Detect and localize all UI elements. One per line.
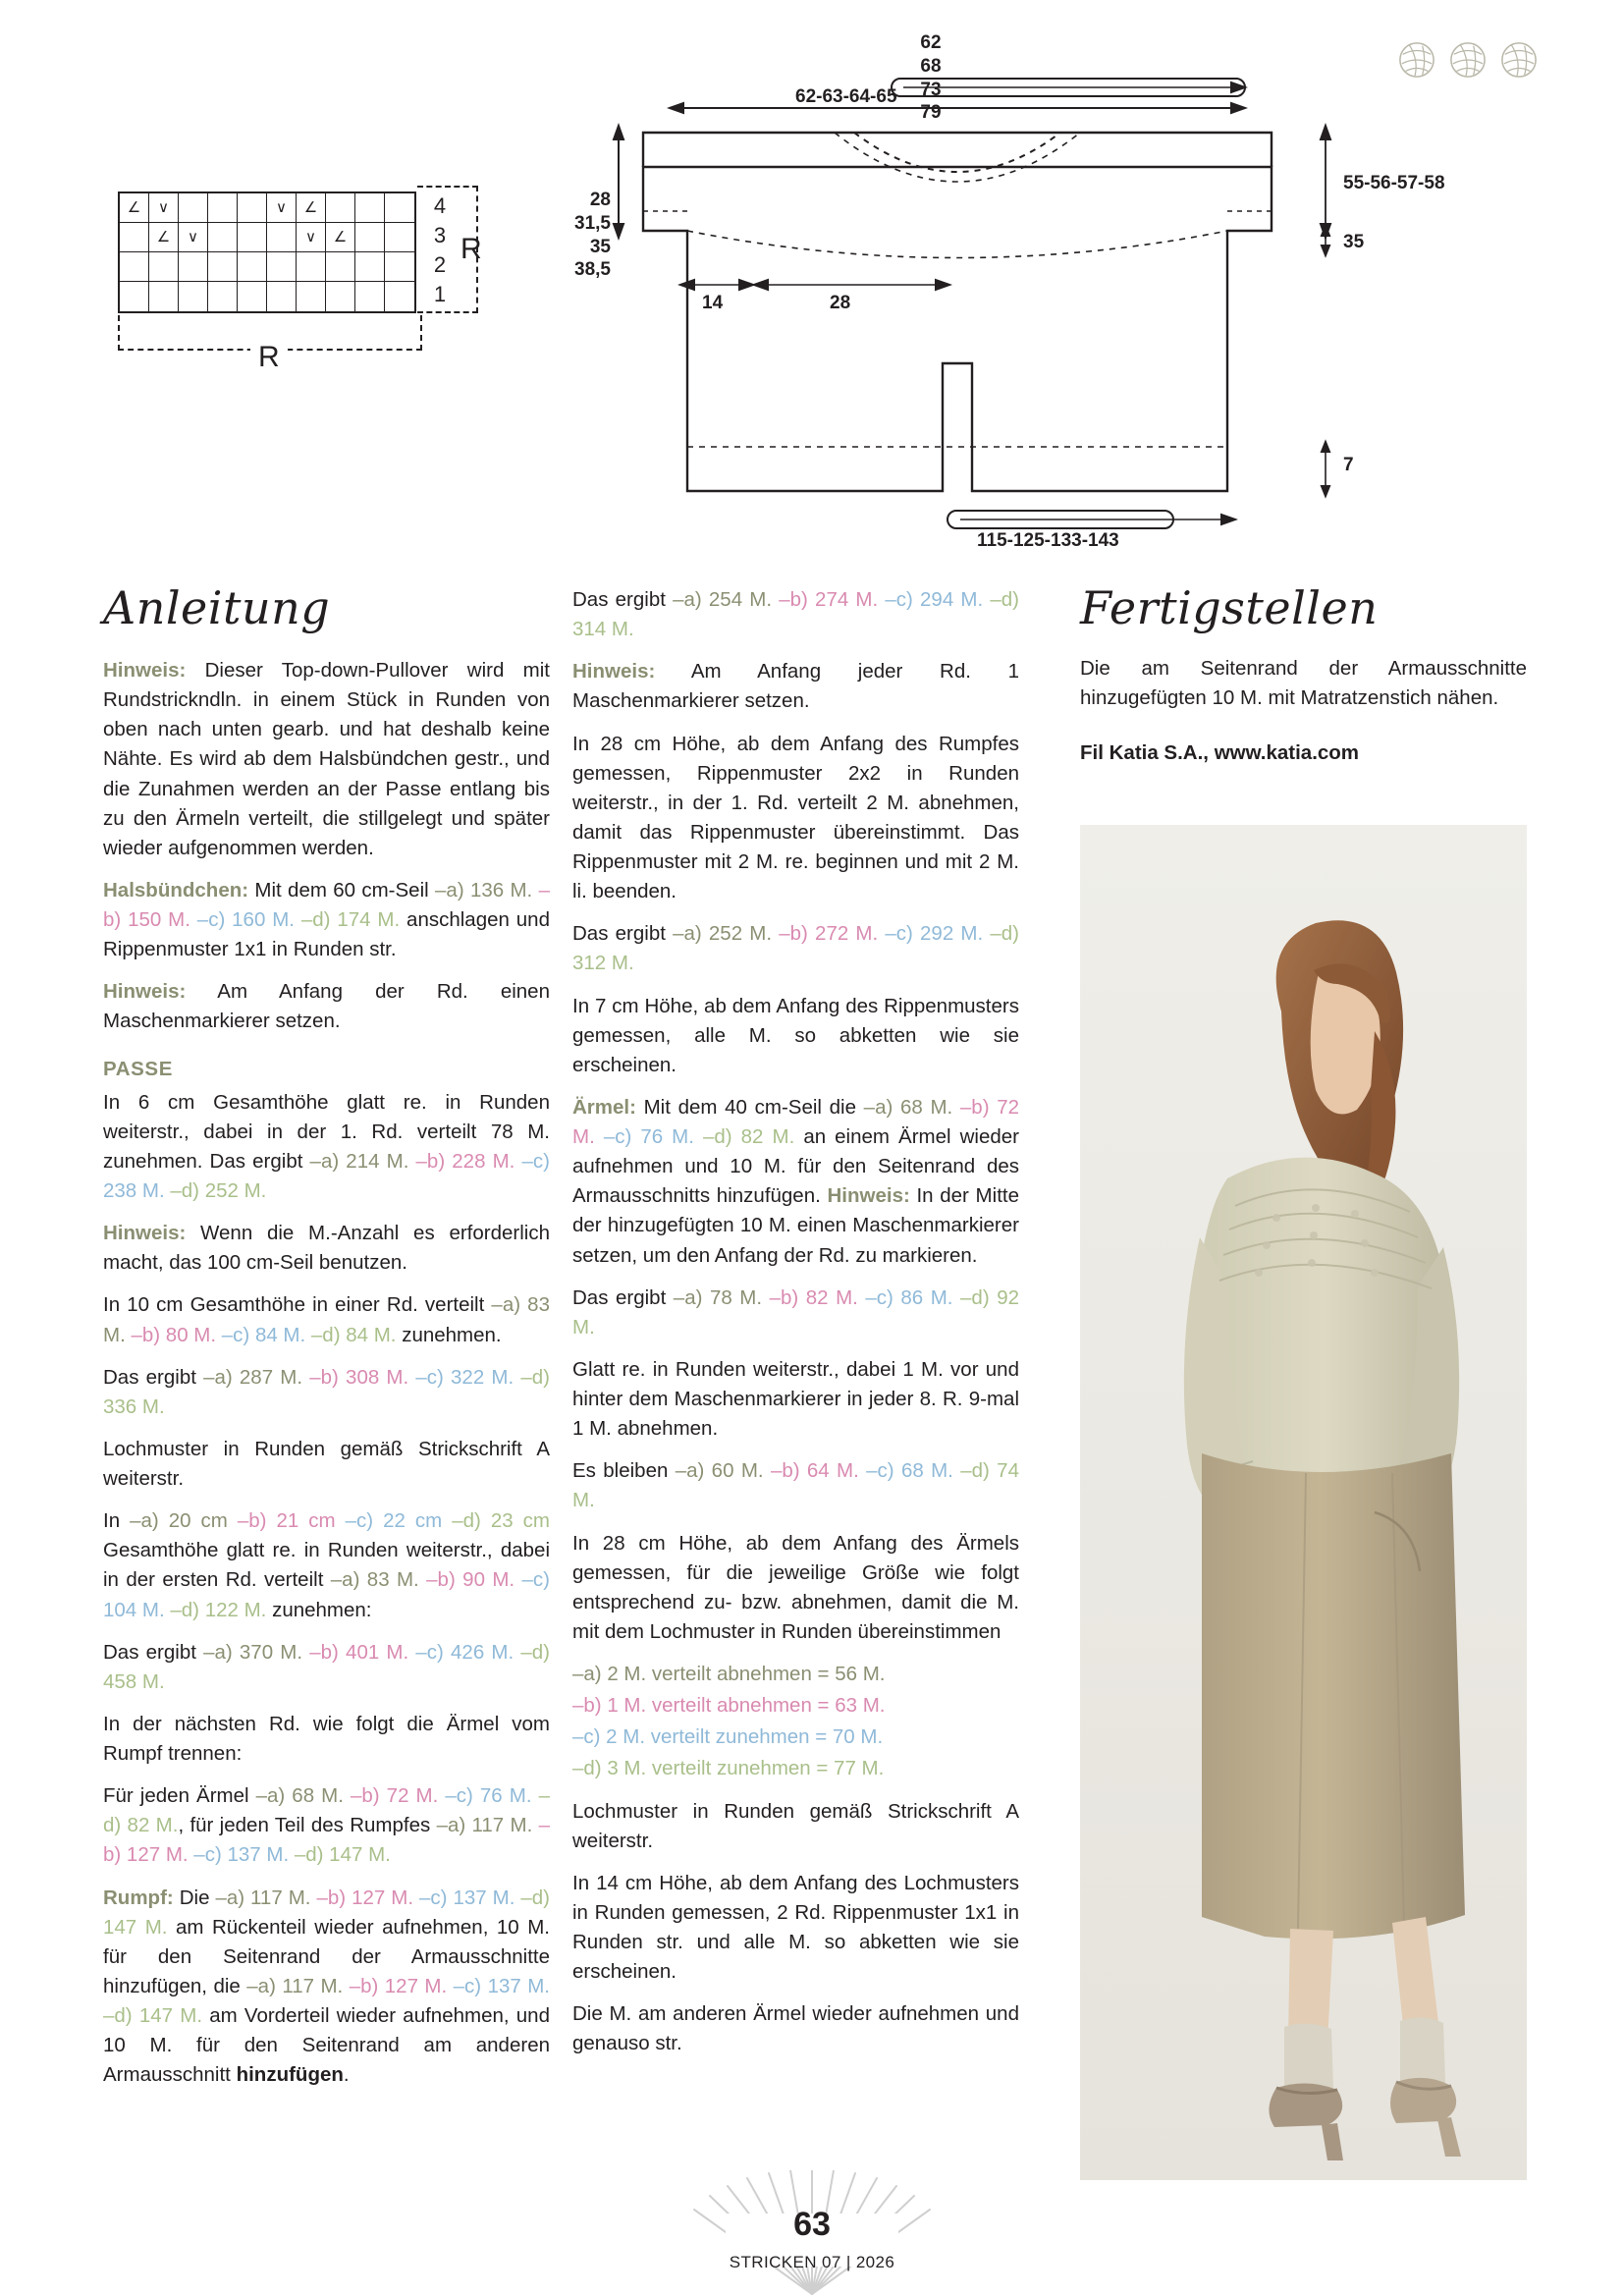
chart-cell	[179, 282, 208, 311]
paragraph-passe-1	[103, 1088, 550, 1207]
chart-cell	[385, 282, 414, 311]
column-anleitung	[103, 581, 551, 2103]
c2p4-text: Das ergibt	[572, 922, 674, 946]
rumpf-size-c: –c) 137 M.	[419, 1886, 521, 1909]
sleeve-text-1: Mit dem 40 cm-Seil die	[635, 1095, 864, 1119]
p16-text-2: , für jeden Teil des Rumpfes	[178, 1814, 437, 1837]
measure-35: 35	[589, 236, 611, 257]
chart-cell	[149, 282, 179, 311]
chart-cell	[326, 282, 355, 311]
paragraph-ergibt-78	[572, 1284, 1019, 1342]
paragraph-ergibt-287	[103, 1363, 550, 1422]
heading-fertigstellen: Fertigstellen	[1080, 581, 1379, 634]
chart-cell: ∠	[149, 223, 179, 252]
neck-text-1: Mit dem 60 cm-Seil	[248, 878, 436, 902]
chart-cell	[238, 223, 267, 252]
p13-text-2: Gesamthöhe glatt re. in Runden weiterstr., dabei in der ersten Rd. verteilt	[103, 1539, 550, 1592]
chart-cell	[355, 282, 385, 311]
p11-text: Das ergibt	[103, 1365, 204, 1389]
paragraph-rippenmuster: In 28 cm Höhe, ab dem Anfang des Rumpfes gemessen, Rippenmuster 2x2 in Runden weiterstr., in der 1. Rd. verteilt 2 M. abnehmen, damit das Rippenmuster übereinstimmt. Das Rippenmuster mit 2 M. re. beginnen und mit 2 M. li. beenden.	[572, 732, 1019, 903]
p16-size-a: –a) 68 M.	[255, 1784, 351, 1808]
p16-size-c: –c) 76 M.	[445, 1784, 539, 1808]
schematic-shoulder-width: 28	[830, 293, 851, 313]
p16-size-d: –d) 82 M.	[103, 1784, 551, 1837]
neck-size-a: –a) 136 M.	[435, 878, 539, 902]
paragraph-ergibt-254	[572, 585, 1019, 644]
paragraph-abketten: In 7 cm Höhe, ab dem Anfang des Rippenmusters gemessen, alle M. so abketten wie sie erscheinen.	[572, 994, 1019, 1076]
c2p7-size-c: –c) 86 M.	[865, 1285, 961, 1309]
chart-cell	[179, 252, 208, 282]
chart-cell	[208, 223, 238, 252]
chart-cell	[326, 193, 355, 223]
measure-73: 73	[920, 79, 942, 100]
neck-size-b: –b) 150 M.	[103, 878, 550, 931]
p13b-size-a: –a) 83 M.	[330, 1568, 427, 1592]
p13-size-a: –a) 20 cm	[130, 1509, 238, 1533]
p11-size-d: –d) 336 M.	[103, 1365, 550, 1418]
footer-caption: STRICKEN 07 | 2026	[729, 2253, 895, 2271]
neck-size-d: –d) 174 M.	[300, 908, 407, 931]
chart-cell: ∠	[297, 193, 326, 223]
photo-illustration	[1080, 825, 1527, 2180]
aermel-label: Ärmel:	[572, 1095, 636, 1119]
paragraph-aermel	[572, 1093, 1019, 1271]
paragraph-aermel-teilung	[103, 1781, 550, 1870]
c2p4-size-a: –a) 252 M.	[673, 922, 780, 946]
chart-cell	[297, 282, 326, 311]
rumpf-end: .	[343, 2063, 350, 2087]
sleeve-text-2: an einem Ärmel wieder aufnehmen und 10 M. für den Seitenrand des Armausschnitts hinzufügen.	[572, 1125, 1019, 1208]
p16b-size-b: –b) 127 M.	[103, 1814, 550, 1867]
page-footer	[0, 2170, 1624, 2296]
paragraph-lochmuster-a: Lochmuster in Runden gemäß Strickschrift A weiterstr.	[103, 1437, 550, 1490]
measure-79: 79	[920, 102, 942, 124]
chart-cell: ∠	[120, 193, 149, 223]
rumpf-text-1: Die	[173, 1886, 216, 1909]
schematic-sleeve-cuff: 35	[1343, 232, 1365, 252]
p13-text-3: zunehmen:	[272, 1598, 372, 1621]
chart-cell	[208, 252, 238, 282]
rumpf2-size-a: –a) 117 M.	[246, 1974, 350, 1997]
schematic-left-measurements	[538, 189, 611, 282]
p16b-size-d: –d) 147 M.	[294, 1843, 391, 1867]
chart-cell: ∨	[149, 193, 179, 223]
p14-text: Das ergibt	[103, 1640, 204, 1664]
paragraph-neck-hint	[103, 977, 550, 1036]
hint-label: Hinweis:	[103, 1222, 187, 1245]
rumpf-text-2: am Rückenteil wieder aufnehmen, 10 M. für den Seitenrand der Armausschnitte hinzufügen, die	[103, 1915, 550, 1997]
column-fertigstellen	[1080, 581, 1527, 768]
size-line-a: –a) 2 M. verteilt abnehmen = 56 M.	[572, 1663, 886, 1685]
passe-size-b: –b) 228 M.	[415, 1149, 522, 1173]
p16b-size-c: –c) 137 M.	[193, 1843, 295, 1867]
chart-cell	[297, 252, 326, 282]
p14-size-c: –c) 426 M.	[415, 1640, 521, 1664]
chart-cell	[267, 252, 297, 282]
paragraph-ergibt-252	[572, 919, 1019, 978]
c2p1-size-b: –b) 274 M.	[779, 588, 886, 611]
p16b-size-a: –a) 117 M.	[436, 1814, 539, 1837]
p13-size-d: –d) 23 cm	[452, 1509, 551, 1533]
passe-hint-text: Wenn die M.-Anzahl es erforderlich macht, das 100 cm-Seil benutzen.	[103, 1222, 550, 1275]
chart-cell	[385, 193, 414, 223]
chart-cell	[238, 252, 267, 282]
paragraph-10cm	[103, 1290, 550, 1349]
p10-size-c: –c) 84 M.	[221, 1323, 311, 1346]
rumpf2-size-c: –c) 137 M.	[453, 1974, 550, 1997]
c2p9-size-d: –d) 74 M.	[572, 1459, 1019, 1512]
paragraph-matratzenstich: Die am Seitenrand der Armausschnitte hinzugefügten 10 M. mit Matratzenstich nähen.	[1080, 657, 1527, 710]
sleeve-text-3: In der Mitte der hinzugefügten 10 M. einen Maschenmarkierer setzen, um den Anfang der Rd. zu markieren.	[572, 1184, 1019, 1267]
p13b-size-d: –d) 122 M.	[170, 1598, 273, 1621]
chart-cell	[238, 282, 267, 311]
p11-size-c: –c) 322 M.	[415, 1365, 521, 1389]
chart-cell: ∨	[179, 223, 208, 252]
schematic-sleeve-length: 55-56-57-58	[1343, 173, 1445, 193]
model-photo	[1080, 825, 1527, 2180]
chart-grid	[118, 191, 416, 313]
hint-label: Hinweis:	[103, 980, 187, 1004]
rumpf2-size-b: –b) 127 M.	[349, 1974, 454, 1997]
p14-size-a: –a) 370 M.	[203, 1640, 310, 1664]
p13b-size-c: –c) 104 M.	[103, 1568, 551, 1621]
paragraph-anderer-aermel: Die M. am anderen Ärmel wieder aufnehmen und genauso str.	[572, 2002, 1019, 2055]
chart-cell	[120, 223, 149, 252]
c2p4-size-c: –c) 292 M.	[885, 922, 991, 946]
chart-cell	[385, 252, 414, 282]
top-graphics-area	[0, 0, 1624, 570]
chart-cell	[355, 223, 385, 252]
chart-cell	[179, 193, 208, 223]
stitch-chart-a	[103, 172, 515, 417]
paragraph-intro	[103, 656, 550, 863]
c2p9-size-c: –c) 68 M.	[866, 1459, 961, 1483]
chart-cell: ∠	[326, 223, 355, 252]
p10-size-a: –a) 83 M.	[103, 1293, 550, 1346]
passe-text: In 6 cm Gesamthöhe glatt re. in Runden weiterstr., dabei in der 1. Rd. verteilt 78 M. zunehmen. Das ergibt	[103, 1090, 550, 1173]
measure-68: 68	[920, 55, 942, 77]
chart-cell	[326, 252, 355, 282]
p14-size-b: –b) 401 M.	[309, 1640, 416, 1664]
hint-label: Hinweis:	[827, 1184, 910, 1208]
schematic-drawing	[550, 39, 1463, 550]
neck-hint-text: Am Anfang der Rd. einen Maschenmarkierer setzen.	[103, 980, 550, 1033]
hint-label: Hinweis:	[572, 660, 656, 683]
c2p7-size-d: –d) 92 M.	[572, 1285, 1019, 1339]
paragraph-gesamthoehe	[103, 1506, 550, 1625]
sleeve-size-c: –c) 76 M.	[603, 1125, 703, 1148]
chart-row-number: 3	[433, 223, 447, 247]
c2p9-size-b: –b) 64 M.	[770, 1459, 867, 1483]
paragraph-28cm-aermel: In 28 cm Höhe, ab dem Anfang des Ärmels gemessen, für die jeweilige Größe wie folgt entsprechend zu- bzw. abnehmen, damit die M. mit dem Lochmuster in Runden übereinstimmen	[572, 1531, 1019, 1643]
intro-text: Dieser Top-down-Pullover wird mit Rundstrickndln. in einem Stück in Runden von oben nach unten gearb. und hat deshalb keine Nähte. Es wird ab dem Halsbündchen gestr., und die Zunahmen werden an der Passe entlang bis zu den Ärmeln verteilt, die stillgelegt und später wieder aufgenommen werden.	[103, 659, 550, 859]
p13-text-1: In	[103, 1509, 131, 1533]
chart-cell	[149, 252, 179, 282]
paragraph-marker-hint	[572, 657, 1019, 716]
rumpf-bold-word: hinzufügen	[236, 2063, 344, 2087]
schematic-top-measurements	[901, 31, 960, 125]
chart-cell	[208, 282, 238, 311]
sleeve-size-b: –b) 72 M.	[572, 1095, 1019, 1148]
rumpf2-size-d: –d) 147 M.	[103, 2004, 210, 2027]
column-continued	[572, 585, 1019, 2072]
p16-text-1: Für jeden Ärmel	[103, 1784, 256, 1808]
heading-anleitung: Anleitung	[103, 581, 331, 634]
chart-row-number: 1	[433, 282, 447, 306]
c2p1-size-c: –c) 294 M.	[885, 588, 991, 611]
chart-cell	[120, 282, 149, 311]
c2p7-size-b: –b) 82 M.	[769, 1285, 866, 1309]
chart-cell	[385, 223, 414, 252]
chart-cell	[355, 193, 385, 223]
rumpf-size-d: –d) 147 M.	[103, 1886, 551, 1939]
c2p4-size-d: –d) 312 M.	[572, 922, 1019, 975]
rumpf-text-3: am Vorderteil wieder aufnehmen, und 10 M. für den Seitenrand am anderen Armausschnitt	[103, 2004, 550, 2087]
p14-size-d: –d) 458 M.	[103, 1640, 550, 1693]
yarn-ball-icon	[1500, 41, 1538, 79]
chart-cell	[355, 252, 385, 282]
schematic-hem-rib: 7	[1343, 455, 1354, 475]
chart-cell: ∨	[267, 193, 297, 223]
paragraph-abnahmen: Glatt re. in Runden weiterstr., dabei 1 M. vor und hinter dem Maschenmarkierer in jeder 8. R. 9-mal 1 M. abnehmen.	[572, 1357, 1019, 1441]
c2p1-text: Das ergibt	[572, 588, 674, 611]
c2p1-size-a: –a) 254 M.	[673, 588, 780, 611]
schematic-neck-width: 14	[702, 293, 724, 313]
p10-size-d: –d) 84 M.	[310, 1323, 403, 1346]
size-line-d: –d) 3 M. verteilt zunehmen = 77 M.	[572, 1757, 885, 1780]
paragraph-lochmuster-a-2: Lochmuster in Runden gemäß Strickschrift A weiterstr.	[572, 1799, 1019, 1852]
schematic-top-width: 62-63-64-65	[795, 86, 897, 107]
brand-credit: Fil Katia S.A., www.katia.com	[1080, 741, 1360, 765]
c2p9-text: Es bleiben	[572, 1459, 676, 1483]
section-heading-passe: PASSE	[103, 1057, 173, 1080]
page-number: 63	[793, 2206, 831, 2243]
hint-label: Hinweis:	[103, 659, 187, 682]
p10-text-2: zunehmen.	[402, 1323, 502, 1346]
size-line-c: –c) 2 M. verteilt zunehmen = 70 M.	[572, 1725, 884, 1749]
p13-size-c: –c) 22 cm	[345, 1509, 453, 1533]
p10-text-1: In 10 cm Gesamthöhe in einer Rd. verteilt	[103, 1293, 492, 1317]
p10-size-b: –b) 80 M.	[131, 1323, 222, 1346]
chart-cell	[208, 193, 238, 223]
chart-repeat-label-right: R	[460, 233, 482, 265]
paragraph-rumpf	[103, 1884, 550, 2091]
neck-size-c: –c) 160 M.	[196, 908, 301, 931]
p16-size-b: –b) 72 M.	[351, 1784, 446, 1808]
neck-text-2: anschlagen und Rippenmuster 1x1 in Runden str.	[103, 908, 550, 961]
chart-cell	[267, 223, 297, 252]
p11-size-b: –b) 308 M.	[309, 1365, 416, 1389]
garment-schematic	[550, 32, 1463, 551]
p13-size-b: –b) 21 cm	[237, 1509, 346, 1533]
measure-28: 28	[589, 190, 611, 210]
schematic-bottom-width: 115-125-133-143	[977, 530, 1119, 551]
chart-cell: ∨	[297, 223, 326, 252]
chart-cell	[267, 282, 297, 311]
p13b-size-b: –b) 90 M.	[426, 1568, 522, 1592]
chart-cell	[238, 193, 267, 223]
paragraph-es-bleiben	[572, 1456, 1019, 1515]
c2p4-size-b: –b) 272 M.	[779, 922, 886, 946]
paragraph-halsbuendchen	[103, 876, 550, 964]
chart-row-number: 2	[433, 252, 447, 277]
passe-size-c: –c) 238 M.	[103, 1149, 550, 1202]
measure-62: 62	[920, 32, 942, 53]
paragraph-trennen: In der nächsten Rd. wie folgt die Ärmel vom Rumpf trennen:	[103, 1712, 550, 1765]
c2p2-text: Am Anfang jeder Rd. 1 Maschenmarkierer setzen.	[572, 660, 1019, 713]
chart-repeat-label-bottom: R	[250, 341, 288, 374]
measure-315: 31,5	[574, 212, 611, 234]
chart-row-number: 4	[433, 193, 447, 218]
sleeve-size-d: –d) 82 M.	[702, 1125, 804, 1148]
c2p7-size-a: –a) 78 M.	[673, 1285, 770, 1309]
halsbuendchen-label: Halsbündchen:	[103, 878, 249, 902]
passe-size-a: –a) 214 M.	[309, 1149, 416, 1173]
sleeve-size-a: –a) 68 M.	[863, 1095, 960, 1119]
p11-size-a: –a) 287 M.	[203, 1365, 310, 1389]
measure-385: 38,5	[574, 259, 611, 281]
paragraph-ergibt-370	[103, 1638, 550, 1697]
paragraph-passe-hint	[103, 1219, 550, 1278]
chart-cell	[120, 252, 149, 282]
c2p1-size-d: –d) 314 M.	[572, 588, 1019, 641]
rumpf-label: Rumpf:	[103, 1886, 174, 1909]
passe-size-d: –d) 252 M.	[170, 1179, 267, 1202]
paragraph-14cm: In 14 cm Höhe, ab dem Anfang des Lochmusters in Runden gemessen, 2 Rd. Rippenmuster 1x1 in Runden str. und alle M. so abketten wie sie erscheinen.	[572, 1871, 1019, 1984]
c2p9-size-a: –a) 60 M.	[675, 1459, 771, 1483]
c2p7-text: Das ergibt	[572, 1285, 674, 1309]
size-line-b: –b) 1 M. verteilt abnehmen = 63 M.	[572, 1694, 886, 1718]
rumpf-size-a: –a) 117 M.	[215, 1886, 317, 1909]
chart-row-numbers	[427, 191, 453, 309]
rumpf-size-b: –b) 127 M.	[316, 1886, 419, 1909]
